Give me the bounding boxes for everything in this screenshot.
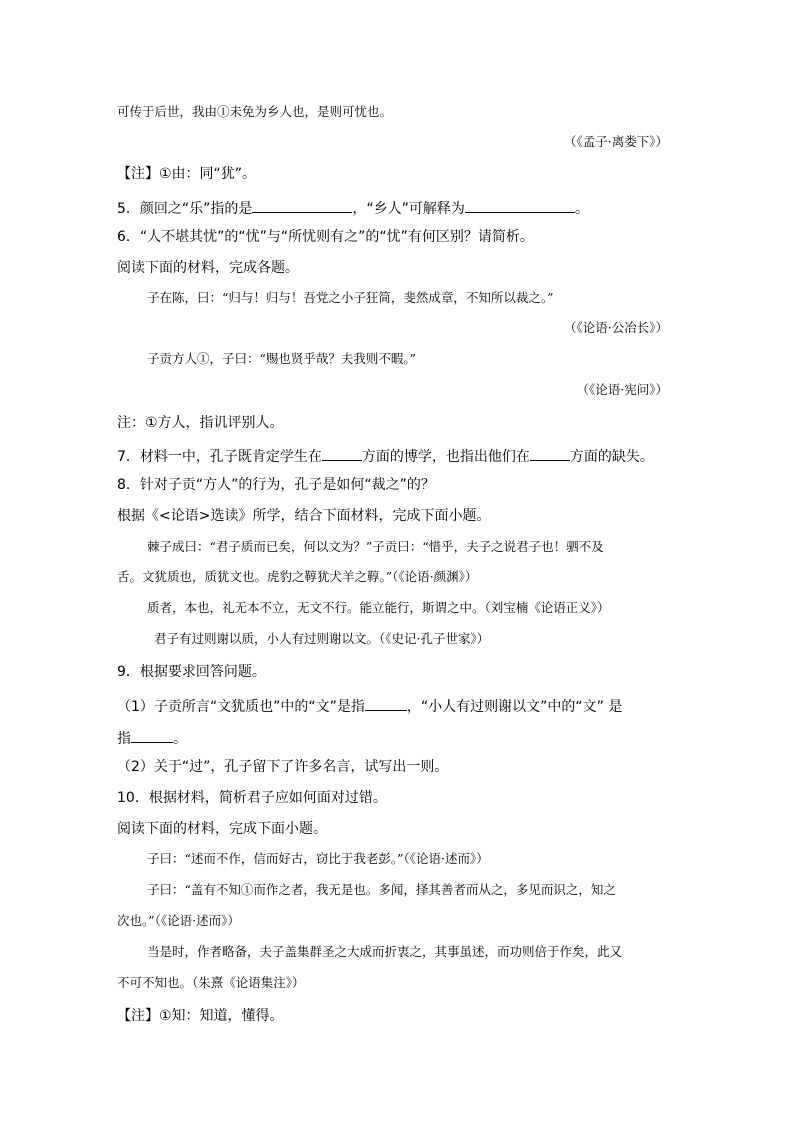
passage-text-line: 可传于后世，我由①未免为乡人也，是则可忧也。 (117, 104, 393, 119)
answer-blank[interactable] (252, 199, 352, 213)
reading-instruction: 根据《<论语>选读》所学，结合下面材料，完成下面小题。 (117, 508, 491, 524)
passage-text-line: 舌。文犹质也，质犹文也。虎豹之鞟犹犬羊之鞟。”（《论语·颜渊》） (117, 569, 478, 584)
passage-text-line: 不可不知也。（朱熹《论语集注》） (117, 975, 305, 990)
question-9-1-part-3: 指 (117, 731, 131, 747)
answer-blank[interactable] (322, 447, 362, 461)
question-9-1-part-1: （1）子贡所言“文犹质也”中的“文”是指 (117, 699, 365, 715)
question-5-part-1: 5．颜回之“乐”指的是 (117, 201, 253, 217)
question-8: 8．针对子贡“方人”的行为，孔子是如何“裁之”的？ (117, 477, 435, 493)
question-9: 9．根据要求回答问题。 (117, 664, 266, 680)
question-5-part-2: ，“乡人”可解释为 (352, 201, 465, 217)
passage-text-line: 君子有过则谢以质，小人有过则谢以文。（《史记·孔子世家》） (154, 631, 490, 646)
question-9-1-cont (117, 729, 187, 746)
answer-blank[interactable] (131, 729, 173, 743)
reading-instruction: 阅读下面的材料，完成各题。 (117, 260, 299, 276)
answer-blank[interactable] (365, 697, 407, 711)
passage-text-line: 当是时，作者略备，夫子盖集群圣之大成而折衷之，其事虽述，而功则倍于作矣，此又 (147, 944, 623, 959)
source-citation: （《论语·宪问》） (576, 382, 668, 397)
question-5-part-3: 。 (574, 201, 589, 217)
question-6: 6．“人不堪其忧”的“忧”与“所忧则有之”的“忧”有何区别？请简析。 (117, 229, 534, 245)
note-line: 【注】①由：同“犹”。 (117, 166, 257, 182)
question-9-2: （2）关于“过”，孔子留下了许多名言，试写出一则。 (117, 759, 449, 775)
question-7-part-1: 7．材料一中，孔子既肯定学生在 (117, 449, 322, 465)
answer-blank[interactable] (465, 199, 575, 213)
source-citation: （《孟子·离娄下》） (564, 134, 668, 149)
question-9-1 (117, 697, 622, 714)
passage-text-line: 质者，本也，礼无本不立，无文不行。能立能行，斯谓之中。（刘宝楠《论语正义》） (147, 600, 610, 615)
source-citation: （《论语·公冶长》） (564, 320, 668, 335)
passage-text-line: 子曰：“述而不作，信而好古，窃比于我老彭。”（《论语·述而》） (147, 851, 489, 866)
question-7-part-3: 方面的缺失。 (569, 449, 654, 465)
note-line: 注：①方人，指讥评别人。 (117, 415, 284, 431)
question-9-1-part-4: 。 (173, 731, 187, 747)
note-line: 【注】①知：知道，懂得。 (117, 1008, 284, 1024)
question-7-part-2: 方面的博学，也指出他们在 (361, 449, 530, 465)
question-5 (117, 199, 589, 216)
question-10: 10．根据材料，简析君子应如何面对过错。 (117, 790, 387, 806)
passage-text-line: 子曰：“盖有不知①而作之者，我无是也。多闻，择其善者而从之，多见而识之，知之 (147, 882, 616, 897)
passage-text-line: 子在陈，曰：“归与！归与！吾党之小子狂简，斐然成章，不知所以裁之。” (147, 290, 554, 305)
passage-text-line: 次也。”（《论语·述而》） (117, 913, 240, 928)
question-9-1-part-2: ，“小人有过则谢以文”中的“文” 是 (406, 699, 623, 715)
question-7 (117, 447, 654, 464)
answer-blank[interactable] (530, 447, 570, 461)
passage-text-line: 棘子成曰：“君子质而已矣，何以文为？”子贡曰：“惜乎，夫子之说君子也！驷不及 (147, 539, 604, 554)
passage-text-line: 子贡方人①，子曰：“赐也贤乎哉？夫我则不暇。” (147, 351, 417, 366)
reading-instruction: 阅读下面的材料，完成下面小题。 (117, 821, 327, 837)
